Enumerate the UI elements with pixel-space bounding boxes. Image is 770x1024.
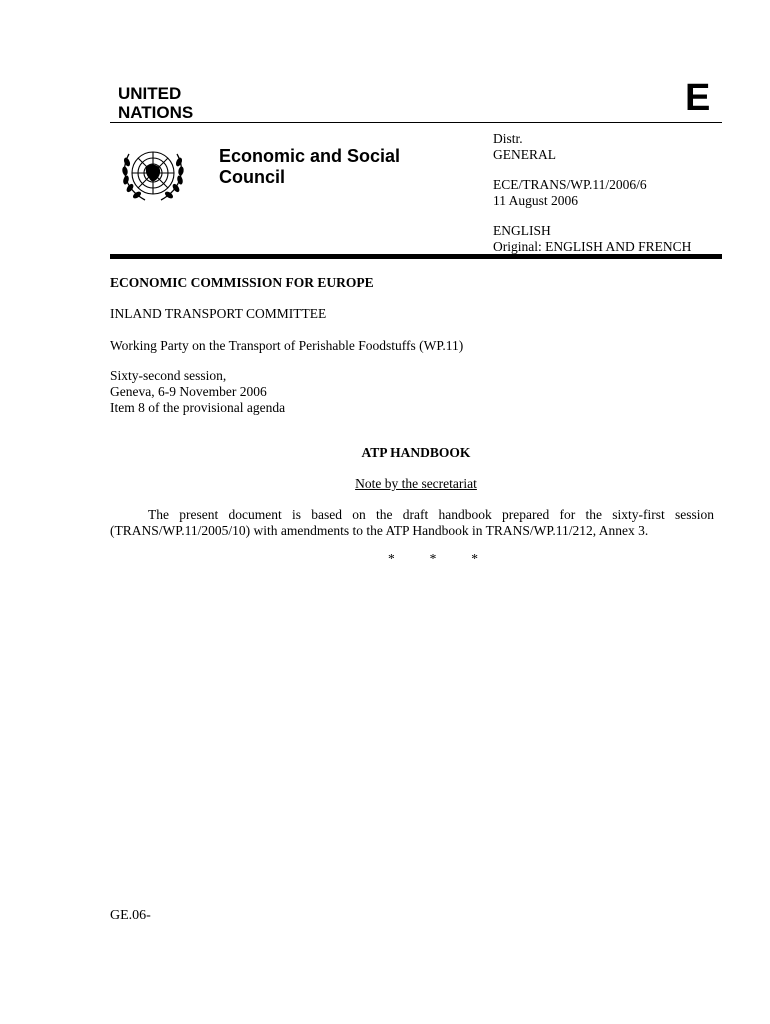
section-separator [388, 551, 478, 567]
job-number: GE.06- [110, 908, 151, 923]
session-name: Sixty-second session, [110, 368, 227, 383]
committee-heading: INLAND TRANSPORT COMMITTEE [110, 306, 327, 321]
note-text: Note by the secretariat [355, 476, 477, 491]
distribution-block [493, 131, 691, 254]
org-name [118, 84, 193, 122]
working-party-heading: Working Party on the Transport of Perishable Foodstuffs (WP.11) [110, 338, 464, 353]
org-name-line1: UNITED [118, 84, 182, 103]
distr-general: GENERAL [493, 146, 556, 162]
council-name-line1: Economic and Social [219, 146, 401, 166]
council-name-line2: Council [219, 167, 285, 187]
header-rule [110, 122, 722, 123]
separator-star: * [388, 551, 395, 566]
separator-star: * [429, 551, 437, 566]
document-title: ATP HANDBOOK [361, 445, 471, 460]
header-divider [110, 254, 722, 259]
note-by-secretariat [110, 476, 722, 492]
original-language: Original: ENGLISH AND FRENCH [493, 238, 692, 254]
separator-star: * [471, 551, 478, 566]
distr-label: Distr. [493, 131, 523, 146]
document-date: 11 August 2006 [493, 192, 579, 208]
session-location-dates: Geneva, 6-9 November 2006 [110, 384, 267, 399]
document-language: ENGLISH [493, 223, 551, 238]
agenda-item: Item 8 of the provisional agenda [110, 400, 286, 415]
intro-paragraph: The present document is based on the draft handbook prepared for the sixty-first session (TRANS/WP.11/2005/10) with amendments to the ATP Handbook in TRANS/WP.11/212, Annex 3. [110, 507, 714, 538]
org-name-line2: NATIONS [118, 103, 194, 122]
council-name [219, 146, 400, 188]
un-emblem-icon [115, 142, 191, 208]
session-info [110, 368, 285, 416]
language-code: E [685, 77, 711, 119]
commission-heading: ECONOMIC COMMISSION FOR EUROPE [110, 275, 374, 290]
document-symbol: ECE/TRANS/WP.11/2006/6 [493, 177, 647, 192]
